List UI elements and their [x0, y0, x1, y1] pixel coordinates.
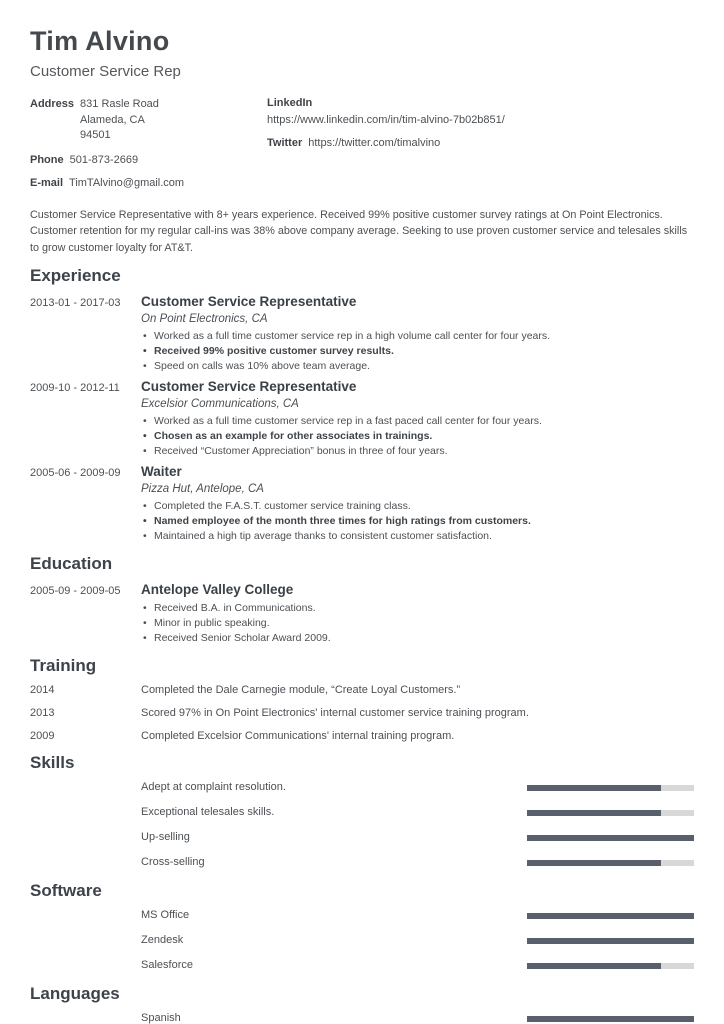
skill-label: Cross-selling — [141, 856, 205, 868]
section-title-languages: Languages — [30, 984, 120, 1003]
entry-role: Customer Service Representative — [141, 379, 357, 394]
entry-bullets — [141, 601, 694, 646]
software-level-fill — [527, 913, 694, 919]
contact-twitter — [267, 136, 694, 150]
software-row — [30, 934, 694, 947]
entry-dates: 2005-06 - 2009-09 — [30, 467, 121, 479]
address-value — [80, 97, 159, 144]
experience-entry — [30, 464, 694, 544]
skill-level-fill — [527, 810, 661, 816]
bullet-item: • Completed the F.A.S.T. customer service training class. — [141, 499, 694, 514]
page-title: Tim Alvino — [30, 26, 170, 56]
software-row — [30, 959, 694, 972]
software-label: Zendesk — [141, 934, 184, 946]
phone-value: 501-873-2669 — [69, 153, 139, 166]
twitter-label: Twitter — [267, 137, 303, 149]
bullet-item: • Received 99% positive customer survey results. — [141, 344, 694, 359]
skill-row — [30, 781, 694, 794]
entry-bullets — [141, 414, 694, 459]
address-line-2: Alameda, CA — [80, 113, 145, 126]
skill-level-bar — [527, 860, 694, 866]
skill-level-fill — [527, 785, 661, 791]
contact-phone — [30, 153, 267, 167]
skill-row — [30, 831, 694, 844]
software-level-fill — [527, 938, 694, 944]
address-line-3: 94501 — [80, 129, 111, 141]
bullet-item: • Named employee of the month three times for high ratings from customers. — [141, 514, 694, 529]
software-label: Salesforce — [141, 959, 193, 971]
training-row — [30, 730, 694, 743]
training-year: 2009 — [30, 730, 55, 742]
education-entry — [30, 582, 694, 646]
entry-bullets — [141, 329, 694, 374]
entry-company: Excelsior Communications, CA — [141, 398, 299, 410]
skill-level-fill — [527, 835, 694, 841]
school-name: Antelope Valley College — [141, 582, 294, 597]
skill-row — [30, 806, 694, 819]
section-title-experience: Experience — [30, 266, 121, 285]
bullet-item: • Received B.A. in Communications. — [141, 601, 694, 616]
section-title-training: Training — [30, 656, 97, 675]
language-level-fill — [527, 1016, 694, 1022]
software-label: MS Office — [141, 909, 190, 921]
skill-level-bar — [527, 810, 694, 816]
bullet-item: • Worked as a full time customer service rep in a high volume call center for four years. — [141, 329, 694, 344]
skill-level-bar — [527, 835, 694, 841]
address-line-1: 831 Rasle Road — [80, 98, 159, 110]
skill-label: Exceptional telesales skills. — [141, 806, 275, 818]
training-row — [30, 684, 694, 697]
experience-entry — [30, 294, 694, 374]
training-row — [30, 707, 694, 720]
linkedin-url: https://www.linkedin.com/in/tim-alvino-7b02b851/ — [267, 114, 505, 126]
skill-row — [30, 856, 694, 869]
training-text: Scored 97% in On Point Electronics' internal customer service training program. — [141, 707, 529, 719]
email-value: TimTAlvino@gmail.com — [69, 176, 185, 189]
skill-label: Up-selling — [141, 831, 190, 843]
bullet-item: • Maintained a high tip average thanks to consistent customer satisfaction. — [141, 529, 694, 544]
skill-level-bar — [527, 785, 694, 791]
email-label: E-mail — [30, 176, 64, 189]
entry-role: Waiter — [141, 464, 182, 479]
entry-dates: 2005-09 - 2009-05 — [30, 585, 121, 597]
software-row — [30, 909, 694, 922]
section-title-education: Education — [30, 554, 113, 573]
address-label: Address — [30, 98, 75, 110]
language-level-bar — [527, 1016, 694, 1022]
training-text: Completed Excelsior Communications' internal training program. — [141, 730, 455, 742]
section-title-skills: Skills — [30, 753, 75, 772]
bullet-item: • Chosen as an example for other associates in trainings. — [141, 429, 694, 444]
bullet-item: • Received “Customer Appreciation” bonus in three of four years. — [141, 444, 694, 459]
twitter-url: https://twitter.com/timalvino — [308, 137, 441, 149]
bullet-item: • Received Senior Scholar Award 2009. — [141, 631, 694, 646]
bullet-item: • Minor in public speaking. — [141, 616, 694, 631]
software-level-bar — [527, 938, 694, 944]
section-title-software: Software — [30, 881, 102, 900]
contact-linkedin — [267, 97, 694, 127]
entry-company: Pizza Hut, Antelope, CA — [141, 483, 264, 495]
entry-bullets — [141, 499, 694, 544]
contact-address — [30, 97, 267, 144]
contact-email — [30, 176, 267, 190]
training-year: 2014 — [30, 684, 55, 696]
software-level-bar — [527, 913, 694, 919]
contact-column-left — [30, 97, 267, 199]
linkedin-label: LinkedIn — [267, 97, 313, 109]
language-label: Spanish — [141, 1012, 181, 1024]
bullet-item: • Speed on calls was 10% above team average. — [141, 359, 694, 374]
entry-role: Customer Service Representative — [141, 294, 357, 309]
language-row — [30, 1012, 694, 1024]
experience-entry — [30, 379, 694, 459]
skill-level-fill — [527, 860, 661, 866]
entry-dates: 2013-01 - 2017-03 — [30, 297, 121, 309]
software-level-bar — [527, 963, 694, 969]
entry-company: On Point Electronics, CA — [141, 313, 268, 325]
phone-label: Phone — [30, 153, 64, 166]
training-year: 2013 — [30, 707, 55, 719]
software-level-fill — [527, 963, 661, 969]
training-text: Completed the Dale Carnegie module, “Create Loyal Customers.” — [141, 684, 461, 696]
bullet-item: • Worked as a full time customer service rep in a fast paced call center for four years. — [141, 414, 694, 429]
job-title: Customer Service Rep — [30, 63, 181, 80]
contact-column-right — [267, 97, 694, 199]
entry-dates: 2009-10 - 2012-11 — [30, 382, 120, 394]
summary-text: Customer Service Representative with 8+ years experience. Received 99% positive customer survey ratings at On Point Electronics. Customer retention for my regular call-ins was 38% above company average. Seeking to use proven customer service and telesales skills to grow customer loyalty for AT&T. — [30, 208, 688, 254]
skill-label: Adept at complaint resolution. — [141, 781, 286, 793]
contact-section — [30, 97, 694, 199]
